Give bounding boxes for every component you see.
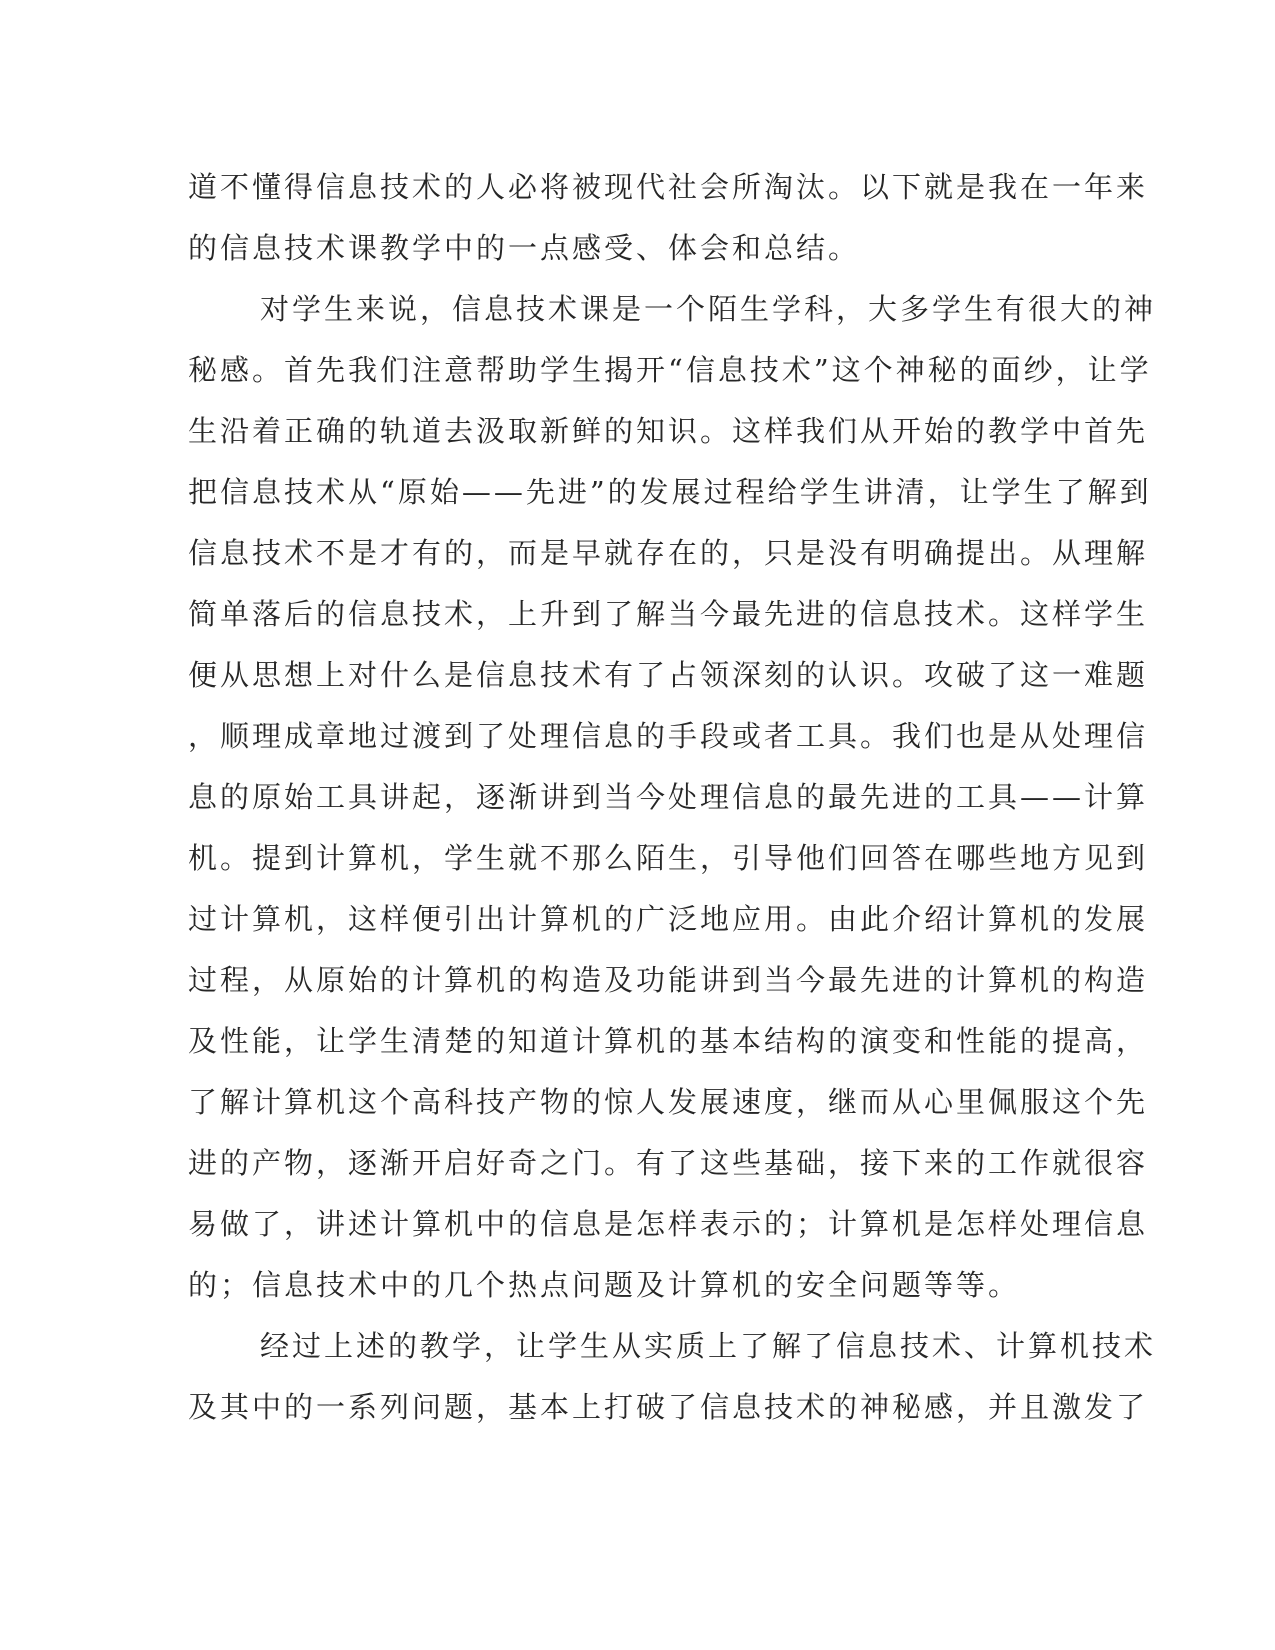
- paragraph-start-line: 经过上述的教学，让学生从实质上了解了信息技术、计算机技术: [260, 1329, 1157, 1363]
- text-line: 便从思想上对什么是信息技术有了占领深刻的认识。攻破了这一难题: [188, 658, 1149, 692]
- text-line: 简单落后的信息技术，上升到了解当今最先进的信息技术。这样学生: [188, 597, 1149, 631]
- text-line: 过程，从原始的计算机的构造及功能讲到当今最先进的计算机的构造: [188, 963, 1149, 997]
- text-line: 进的产物，逐渐开启好奇之门。有了这些基础，接下来的工作就很容: [188, 1146, 1149, 1180]
- text-line: ，顺理成章地过渡到了处理信息的手段或者工具。我们也是从处理信: [188, 719, 1149, 753]
- text-line: 的信息技术课教学中的一点感受、体会和总结。: [188, 231, 861, 265]
- paragraph-start-line: 对学生来说，信息技术课是一个陌生学科，大多学生有很大的神: [260, 292, 1157, 326]
- text-line: 道不懂得信息技术的人必将被现代社会所淘汰。以下就是我在一年来: [188, 170, 1149, 204]
- text-line: 生沿着正确的轨道去汲取新鲜的知识。这样我们从开始的教学中首先: [188, 414, 1149, 448]
- text-line: 机。提到计算机，学生就不那么陌生，引导他们回答在哪些地方见到: [188, 841, 1149, 875]
- text-line: 及其中的一系列问题，基本上打破了信息技术的神秘感，并且激发了: [188, 1390, 1149, 1424]
- text-line: 信息技术不是才有的，而是早就存在的，只是没有明确提出。从理解: [188, 536, 1149, 570]
- text-line: 过计算机，这样便引出计算机的广泛地应用。由此介绍计算机的发展: [188, 902, 1149, 936]
- text-line: 及性能，让学生清楚的知道计算机的基本结构的演变和性能的提高，: [188, 1024, 1149, 1058]
- text-line: 息的原始工具讲起，逐渐讲到当今处理信息的最先进的工具——计算: [188, 780, 1149, 814]
- text-line: 易做了，讲述计算机中的信息是怎样表示的；计算机是怎样处理信息: [188, 1207, 1149, 1241]
- body-text: [188, 157, 1157, 1438]
- text-line: 把信息技术从“原始——先进”的发展过程给学生讲清，让学生了解到: [188, 475, 1152, 509]
- text-line: 的；信息技术中的几个热点问题及计算机的安全问题等等。: [188, 1268, 1021, 1302]
- text-line: 秘感。首先我们注意帮助学生揭开“信息技术”这个神秘的面纱，让学: [188, 353, 1152, 387]
- text-line: 了解计算机这个高科技产物的惊人发展速度，继而从心里佩服这个先: [188, 1085, 1149, 1119]
